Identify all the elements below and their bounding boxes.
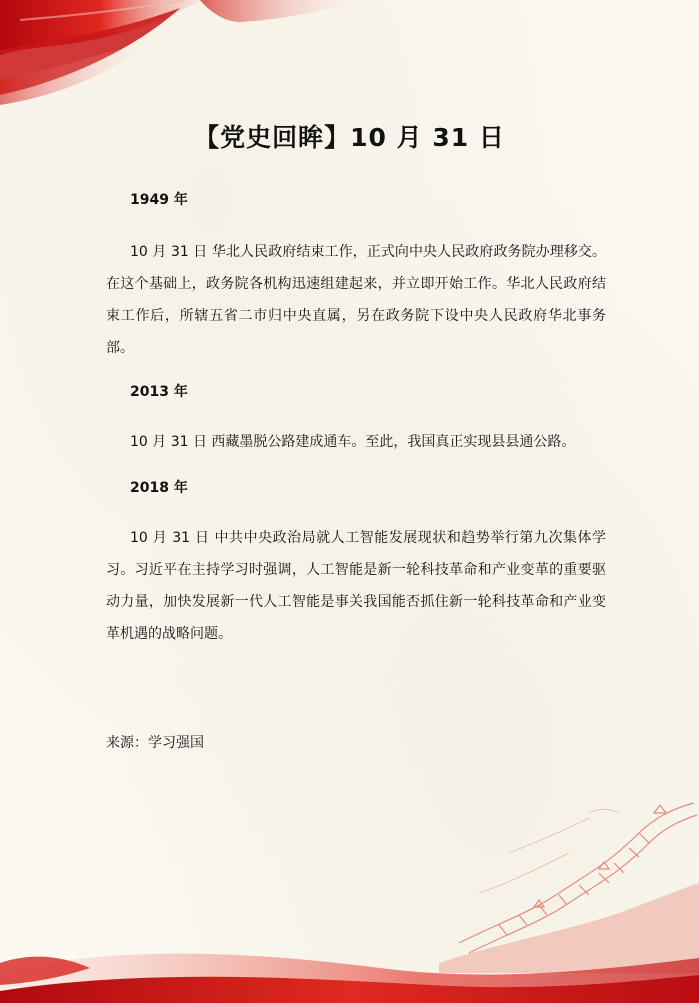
page-title: 【党史回眸】10 月 31 日 (194, 123, 505, 152)
event-paragraph: 10 月 31 日 西藏墨脱公路建成通车。至此，我国真正实现县县通公路。 (130, 434, 576, 450)
red-ribbon-bottom-decoration (0, 923, 699, 1003)
year-heading: 2013 年 (130, 384, 188, 400)
great-wall-decoration (439, 793, 699, 973)
year-heading: 2018 年 (130, 480, 188, 496)
red-ribbon-top-decoration (0, 0, 420, 110)
source-attribution: 来源：学习强国 (106, 735, 204, 751)
article-body (106, 188, 606, 650)
event-paragraph: 10 月 31 日 华北人民政府结束工作，正式向中央人民政府政务院办理移交。在这个基础上，政务院各机构迅速组建起来，并立即开始工作。华北人民政府结束工作后，所辖五省二市归中央直属，另在政务院下设中央人民政府华北事务部。 (106, 244, 606, 356)
year-heading: 1949 年 (130, 192, 188, 208)
event-paragraph: 10 月 31 日 中共中央政治局就人工智能发展现状和趋势举行第九次集体学习。习近平在主持学习时强调，人工智能是新一轮科技革命和产业变革的重要驱动力量，加快发展新一代人工智能是事关我国能否抓住新一轮科技革命和产业变革机遇的战略问题。 (106, 530, 606, 642)
